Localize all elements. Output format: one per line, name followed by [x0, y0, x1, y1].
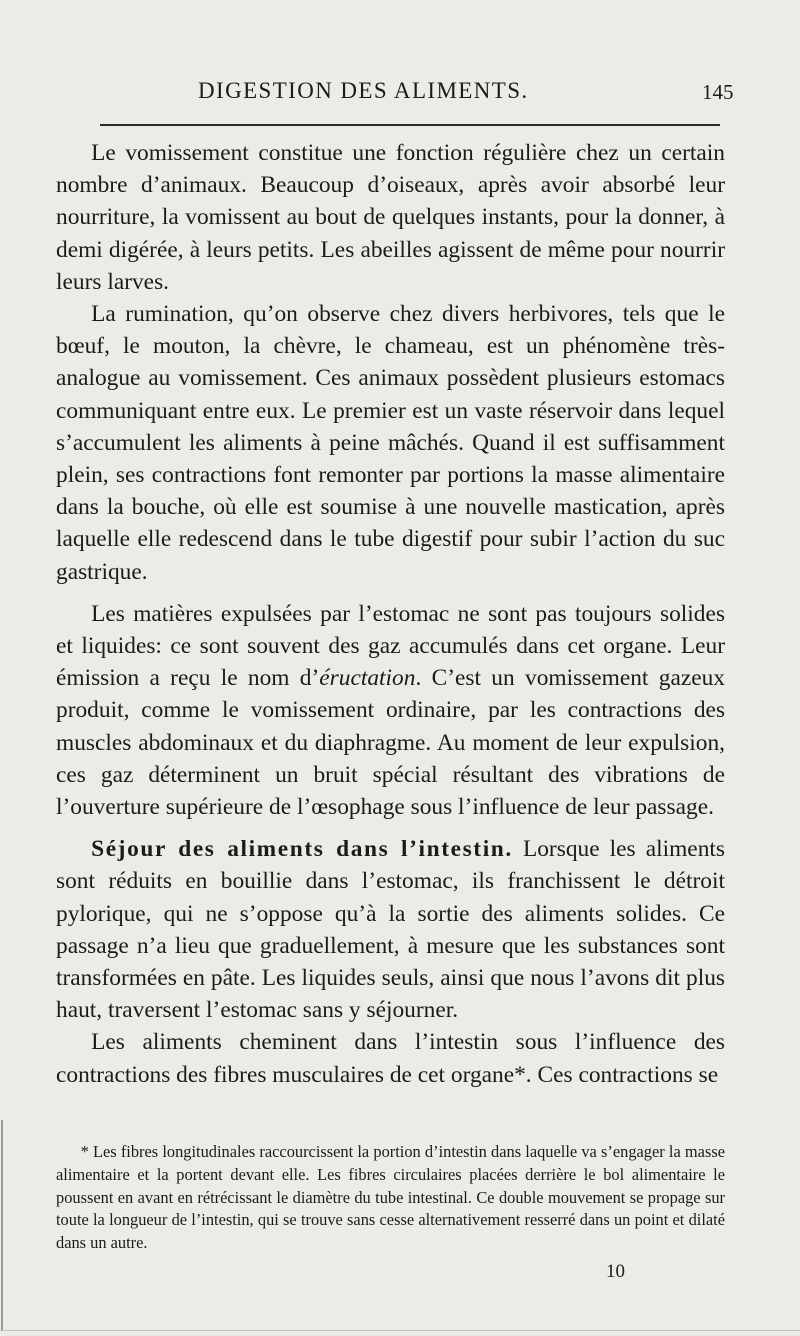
page-number: 145 [702, 80, 734, 104]
page-edge [0, 1330, 800, 1331]
eructation-text-start: Les matières expulsées par l’estomac ne sont pas toujours solides et liquides: ce sont souvent des gaz accumulés dans cet organe. Leur émission a reçu le nom d’ [56, 600, 725, 692]
main-text [56, 137, 725, 1091]
footnote [56, 1141, 725, 1255]
sejour-text: Lorsque les aliments sont réduits en bouillie dans l’estomac, ils franchissent le détroit pylorique, qui ne s’oppose qu’à la sortie des aliments solides. Ce passage n’a lieu que graduellement, à mesure que les substances sont transformées en pâte. Les liquides seuls, ainsi que nous l’avons dit plus haut, traversent l’estomac sans y séjourner. [56, 836, 725, 1024]
footnote-text: * Les fibres longitudinales raccourcissent la portion d’intestin dans laquelle va s’engager la masse alimentaire et la portent devant elle. Les fibres circulaires placées derrière le bol alimentaire le poussent en avant en rétrécissant le diamètre du tube intestinal. Ce double mouvement se propage sur toute la longueur de l’intestin, qui se trouve sans cesse alternativement resserré dans un point et dilaté dans un autre. [56, 1142, 725, 1253]
running-title: DIGESTION DES ALIMENTS. [198, 78, 529, 103]
eructation-term: éructation [319, 665, 416, 692]
paragraph-rumination: La rumination, qu’on observe chez divers herbivores, tels que le bœuf, le mouton, la chèvre, le chameau, est un phénomène très-analogue au vomissement. Ces animaux possèdent plusieurs estomacs communiquant entre eux. Le premier est un vaste réservoir dans lequel s’accumulent les aliments à peine mâchés. Quand il est suffisamment plein, ses contractions font remonter par portions la masse alimentaire dans la bouche, où elle est soumise à une nouvelle mastication, après laquelle elle redescend dans le tube digestif pour subir l’action du suc gastrique. [56, 301, 725, 585]
eructation-text-end: . C’est un vomissement gazeux produit, comme le vomissement ordinaire, par les contractions des muscles abdominaux et du diaphragme. Au moment de leur expulsion, ces gaz déterminent un bruit spécial résultant des vibrations de l’ouverture supérieure de l’œsophage sous l’influence de leur passage. [56, 665, 725, 821]
paragraph-sejour [56, 833, 725, 1026]
paragraph-vomissement: Le vomissement constitue une fonction régulière chez un certain nombre d’animaux. Beaucoup d’oiseaux, après avoir absorbé leur nourriture, la vomissent au bout de quelques instants, pour la donner, à demi digérée, à leurs petits. Les abeilles agissent de même pour nourrir leurs larves. [56, 140, 725, 295]
running-head [0, 78, 800, 108]
header-rule [100, 124, 720, 126]
section-heading: Séjour des aliments dans l’intestin. [91, 836, 513, 863]
paragraph-eructation [56, 598, 725, 823]
margin-shadow [1, 1120, 3, 1330]
paragraph-cheminement: Les aliments cheminent dans l’intestin sous l’influence des contractions des fibres musculaires de cet organe*. Ces contractions se [56, 1029, 725, 1088]
signature-mark: 10 [606, 1261, 625, 1282]
